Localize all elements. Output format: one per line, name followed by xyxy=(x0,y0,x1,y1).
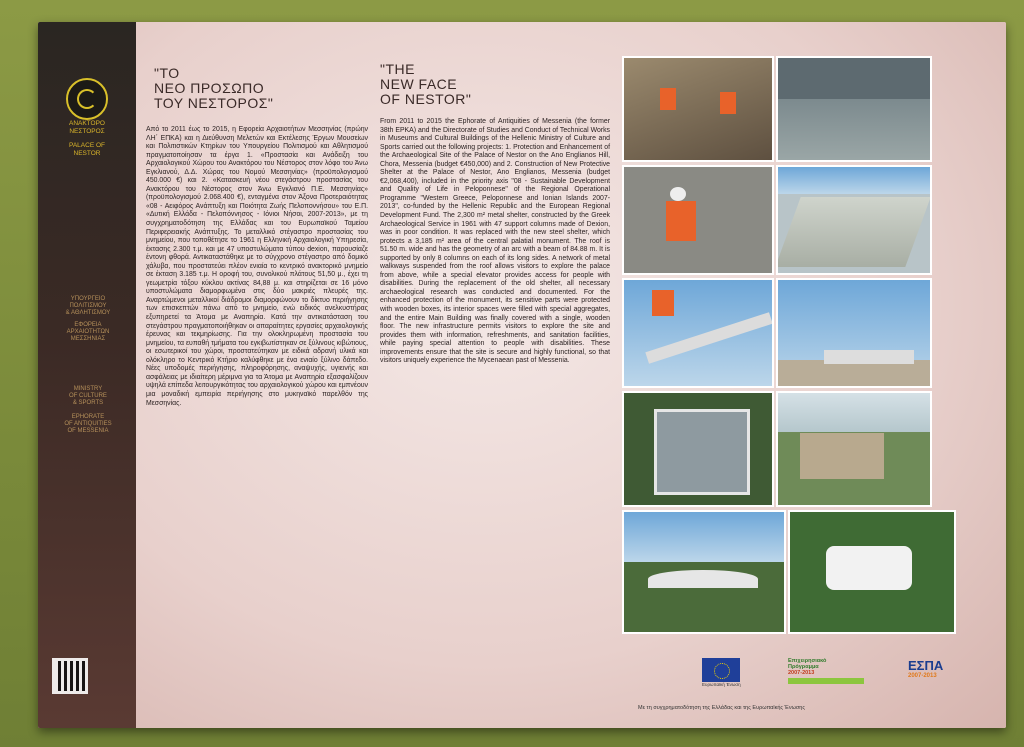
org-line: OF MESSENIA xyxy=(67,428,109,434)
org-line: ΑΡΧΑΙΟΤΗΤΩΝ xyxy=(66,329,110,335)
photo-old-shelter xyxy=(776,56,932,162)
heading-line: NEW FACE xyxy=(380,76,458,92)
sidebar-title-english xyxy=(44,142,130,158)
english-heading xyxy=(380,62,471,107)
sidebar-title-line: ΝΕΣΤΟΡΟΣ xyxy=(69,128,105,135)
photo-stone-building xyxy=(776,391,932,507)
espa-label: ΕΣΠΑ xyxy=(908,658,944,673)
programme-line: Πρόγραμμα xyxy=(788,664,819,670)
cofunding-footnote: Με τη συγχρηματοδότηση της Ελλάδας και της Ευρωπαϊκής Ένωσης xyxy=(638,705,806,711)
information-board xyxy=(38,22,1006,728)
heading-line: ΤΟΥ ΝΕΣΤΟΡΟΣ" xyxy=(154,95,274,111)
espa-years: 2007-2013 xyxy=(908,673,937,679)
heading-line: "ΤΟ xyxy=(154,65,180,81)
programme-line: Επιχειρησιακό xyxy=(788,658,827,664)
org-line: OF ANTIQUITIES xyxy=(64,421,112,427)
programme-bar xyxy=(788,678,864,684)
photo-aerial-scaffolding xyxy=(622,391,774,507)
photo-crane-pipes xyxy=(776,278,932,388)
sidebar-title-line: NESTOR xyxy=(73,150,101,157)
espa-logo xyxy=(908,658,968,690)
photo-aerial-shelter-top xyxy=(788,510,956,634)
org-line: EPHORATE xyxy=(71,414,105,420)
photo-construction-site xyxy=(776,165,932,275)
eu-label: Ευρωπαϊκή Ένωση xyxy=(702,682,741,687)
org-line: ΠΟΛΙΤΙΣΜΟΥ xyxy=(69,303,107,309)
board-sidebar xyxy=(38,22,136,728)
sidebar-title-line: PALACE OF xyxy=(68,142,105,149)
org-line: MINISTRY xyxy=(73,386,103,392)
english-body-text xyxy=(380,118,610,366)
ministry-greek xyxy=(48,296,128,317)
org-line: ΜΕΣΣΗΝΙΑΣ xyxy=(70,336,106,342)
eu-flag-icon xyxy=(702,658,740,682)
programme-logo xyxy=(788,658,864,690)
heading-line: ΝΕΟ ΠΡΟΣΩΠΟ xyxy=(154,80,265,96)
text-panel xyxy=(136,22,1006,728)
org-line: & SPORTS xyxy=(72,400,104,406)
org-line: ΥΠΟΥΡΓΕΙΟ xyxy=(70,296,106,302)
ephorate-greek xyxy=(48,322,128,343)
heading-line: OF NESTOR" xyxy=(380,91,472,107)
greek-heading xyxy=(154,66,273,111)
ephorate-english xyxy=(48,414,128,435)
programme-line: 2007-2013 xyxy=(788,670,815,676)
sidebar-title-greek xyxy=(44,120,130,136)
sidebar-title-line: ΑΝΑΚΤΟΡΟ xyxy=(68,120,105,127)
heading-line: "THE xyxy=(380,61,415,77)
photo-aerial-shelter-front xyxy=(622,510,786,634)
eu-logo xyxy=(702,658,746,692)
greek-paragraph: Από το 2011 έως το 2015, η Εφορεία Αρχαιοτήτων Μεσσηνίας (πρώην ΛΗ΄ ΕΠΚΑ) και η Διεύθυνση Μελετών και Εκτέλεσης Έργων Μουσείων και Πολιτιστικών Κτηρίων του Υπουργείου Πολιτισμού και Αθλητισμού πραγματοποίησαν τα έργα 1. «Προστασία και Ανάδειξη του Αρχαιολογικού Χώρου του Ανακτόρου του Νέστορος στον λόφο του Άνω Εγκλιανού, Δ.Δ. Χώρας του Νομού Μεσσηνίας» (προϋπολογισμού 450.000 €) και 2. «Κατασκευή νέου στεγάστρου προστασίας του Ανακτόρου του Νέστορος στον Άνω Εγκλιανό Π.Ε. Μεσσηνίας» (προϋπολογισμού 2.068.400 €), ενταγμένα στον Άξονα Προτεραιότητας «08 - Αειφόρος Ανάπτυξη και Ποιότητα Ζωής Πελοποννήσου» του Ε.Π. «Δυτική Ελλάδα - Πελοπόννησος - Ιόνιοι Νήσοι, 2007-2013», με τη συγχρηματοδότηση της Ελλάδας και του Ευρωπαϊκού Ταμείου Περιφερειακής Ανάπτυξης. Το μεταλλικό στέγαστρο προστασίας του μνημείου, που τοποθέτησε το 1961 η Ελληνική Αρχαιολογική Υπηρεσία, έκτασης 2.300 τ.μ. και με 47 υποστυλώματα τύπου dexion, παρουσίαζε έντονη φθορά. Αντικαταστάθηκε με το σύγχρονο στέγαστρο από δομικό χάλυβα, που προστατεύει πλέον ενιαία το κεντρικό ανακτορικό μνημείο σε έκταση 3.185 τ.μ. Η οροφή του, συνολικού πλάτους 51,50 μ., έχει τη γεωμετρία τόξου κύκλου ακτίνας 84,88 μ. και στηρίζεται σε 16 μόνο υποστυλώματα διαμορφωμένα στις δύο μακριές πλευρές της. Αναρτώμενοι μεταλλικοί διάδρομοι διαμορφώνουν το δίκτυο περιήγησης των επισκεπτών πάνω από το μνημείο, ενώ ειδικός ανελκυστήρας εξυπηρετεί τα Άτομα με Αναπηρία. Κατά την αντικατάσταση του στεγάστρου πραγματοποιήθηκαν οι απαραίτητες εργασίες αρχαιολογικής έρευνας και τεκμηρίωσης. Για την ολοκληρωμένη προστασία του μνημείου, τα ευπαθή τμήματα του εγκιβωτίστηκαν σε ξύλινους κιβώτιους, οι εσωτερικοί του χώροι, προστατεύτηκαν με ειδικά αδρανή υλικά και ολόκληρο το Κεντρικό Κτήριο καλύφθηκε με ένα ενιαίο ξύλινο δάπεδο. Νέες υποδομές περιήγησης, πληροφόρησης, αναψυχής, υγιεινής και ασφάλειας με ιδιαίτερη μέριμνα για τα Άτομα με Αναπηρία εξασφαλίζουν υψηλά επίπεδα λειτουργικότητας του αρχαιολογικού χώρου και εμπνέουν μια μοναδική εμπειρία περιήγησης στο μυκηναϊκό παρελθόν της Μεσσηνίας. xyxy=(146,126,368,407)
programme-label xyxy=(788,658,864,676)
photo-workers-excavation xyxy=(622,56,774,162)
photo-conservator xyxy=(622,165,774,275)
photo-worker-beam xyxy=(622,278,774,388)
org-line: ΕΦΟΡΕΙΑ xyxy=(74,322,102,328)
palace-logo-icon xyxy=(66,78,108,120)
org-line: & ΑΘΛΗΤΙΣΜΟΥ xyxy=(65,310,111,316)
ministry-english xyxy=(48,386,128,407)
qr-code-icon[interactable] xyxy=(52,658,88,694)
greek-body-text xyxy=(146,126,368,408)
english-paragraph: From 2011 to 2015 the Ephorate of Antiquities of Messenia (the former 38th EPKA) and the Directorate of Studies and Conduct of Technical Works in Museums and Cultural Buildings of the Hellenic Ministry of Culture and Sports carried out the following projects: 1. Protection and Enhancement of the Archaeological Site of the Palace of Nestor on the Ano Englianos Hill, Chora, Messenia (budget €450,000) and 2. Construction of New Protective Shelter at the Palace of Nestor, Ano Englianos, Messenia (budget €2,068,400), included in the priority axis "08 - Sustainable Development and Quality of Life in Peloponnese" of the Regional Operational Programme "Western Greece, Peloponnese and Ionian Islands 2007-2013", co-funded by the Hellenic Republic and the European Regional Development Fund. The 2,300 m² metal shelter, constructed by the Greek Archaeological Service in 1961 with 47 support columns made of Dexion, was in poor condition. It was replaced with the new steel shelter, which protects a 3,185 m² area of the central palatial monument. The roof is 51.50 m. wide and has the geometry of an arc with a beam of 84.88 m. It is supported by only 8 columns on each of its long sides. A network of metal walkways suspended from the roof allows visitors to explore the palace from above, while a special elevator provides access for people with disabilities. During the replacement of the old shelter, all necessary archaeological research was conducted and documented. For the enhanced protection of the monument, its sensitive parts were protected with wooden boxes, its interior spaces were filled with special aggregates, and the entire Main Building was finally covered with a single, wooden floor. The new infrastructure permits visitors to explore the site and provides them with information, refreshments, and sanitation facilities, while paying special attention to people with disabilities. These improvements ensure that the site is secure and highly functional, so that visitors uniquely experience the Mycenaean past of Messenia. xyxy=(380,118,610,365)
org-line: OF CULTURE xyxy=(69,393,107,399)
